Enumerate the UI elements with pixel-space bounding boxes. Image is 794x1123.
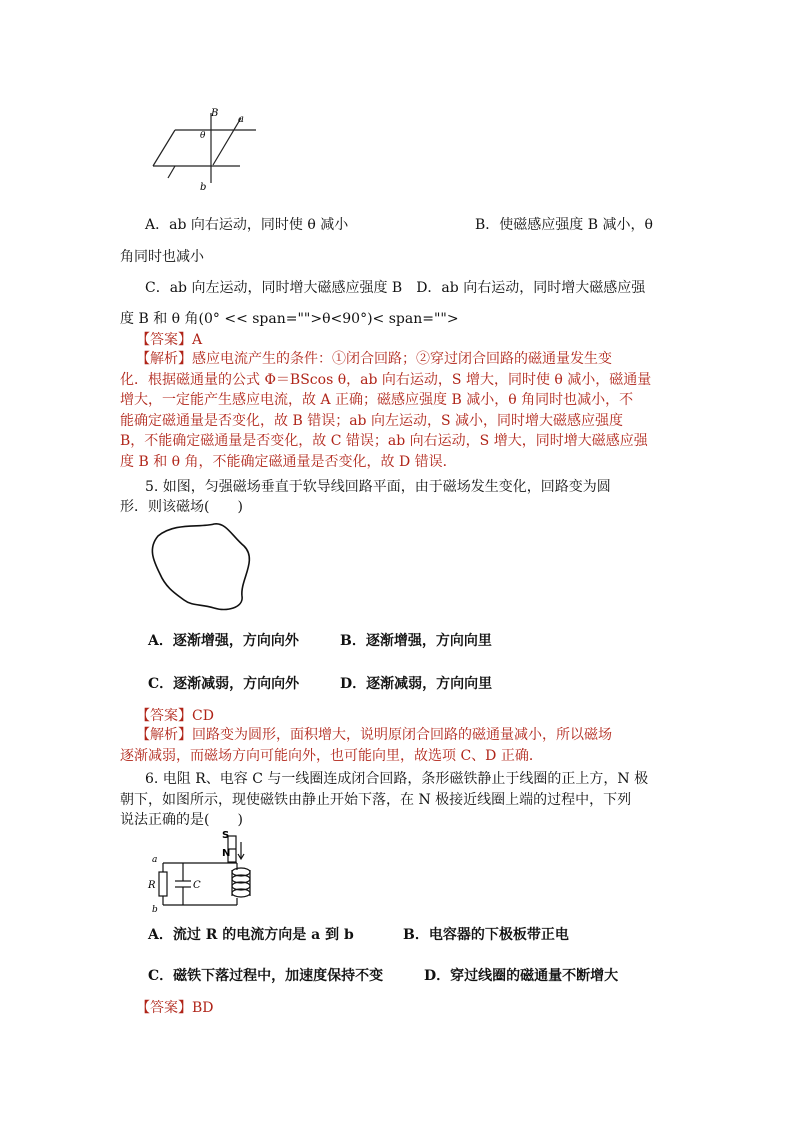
q4-label-B: B	[211, 108, 219, 119]
q6-answer: 【答案】BD	[136, 1000, 214, 1016]
q6-stem-line1: 6. 电阻 R、电容 C 与一线圈连成闭合回路，条形磁铁静止于线圈的正上方，N 极	[145, 771, 649, 787]
q5-answer: 【答案】CD	[136, 708, 214, 724]
q5-analysis-line: 【解析】回路变为圆形，面积增大，说明原闭合回路的磁通量减小，所以磁场	[136, 727, 612, 743]
q5-option-d: D．逐渐减弱，方向向里	[340, 676, 493, 692]
q4-analysis-line: 化．根据磁通量的公式 Φ＝BScos θ，ab 向右运动，S 增大，同时使 θ 减小，磁通量	[120, 371, 652, 388]
q6-option-b: B．电容器的下极板带正电	[403, 927, 569, 943]
q4-analysis-line: 增大，一定能产生感应电流，故 A 正确；磁感应强度 B 减小，θ 角同时也减小，不	[120, 392, 634, 408]
q4-analysis-line: 能确定磁通量是否变化，故 B 错误；ab 向左运动，S 减小，同时增大磁感应强度	[120, 412, 623, 429]
q5-option-b: B．逐渐增强，方向向里	[340, 633, 492, 649]
q4-label-a: a	[238, 114, 244, 125]
q6-option-c: C．磁铁下落过程中，加速度保持不变	[148, 968, 384, 984]
q6-label-a: a	[152, 855, 158, 865]
q4-option-b: B．使磁感应强度 B 减小，θ	[475, 217, 653, 233]
q4-analysis-line: B，不能确定磁通量是否变化，故 C 错误；ab 向右运动，S 增大，同时增大磁感应强	[120, 433, 648, 449]
q5-analysis-line: 逐渐减弱，而磁场方向可能向外，也可能向里，故选项 C、D 正确．	[120, 747, 543, 764]
q4-label-b: b	[200, 182, 207, 193]
q6-label-b: b	[152, 905, 158, 915]
q5-option-c: C．逐渐减弱，方向向外	[148, 676, 300, 692]
q5-analysis	[120, 725, 668, 766]
q4-analysis	[120, 349, 668, 472]
q4-option-b-cont: 角同时也减小	[120, 249, 204, 265]
q5-option-a: A．逐渐增强，方向向外	[148, 633, 299, 649]
q5-stem-line1: 5. 如图，匀强磁场垂直于软导线回路平面，由于磁场发生变化，回路变为圆	[145, 479, 611, 495]
q4-analysis-line: 【解析】感应电流产生的条件：①闭合回路；②穿过闭合回路的磁通量发生变	[136, 351, 612, 367]
q6-option-a: A．流过 R 的电流方向是 a 到 b	[148, 927, 354, 943]
q4-option-cd: C．ab 向左运动，同时增大磁感应强度 B D．ab 向右运动，同时增大磁感应强	[145, 280, 646, 296]
q6-option-d: D．穿过线圈的磁通量不断增大	[424, 968, 619, 984]
q4-label-theta: θ	[200, 131, 206, 141]
q6-stem-line2: 朝下，如图所示，现使磁铁由静止开始下落，在 N 极接近线圈上端的过程中，下列	[120, 792, 632, 808]
q4-analysis-line: 度 B 和 θ 角，不能确定磁通量是否变化，故 D 错误．	[120, 453, 457, 470]
q5-stem-line2: 形．则该磁场( )	[120, 499, 243, 515]
q4-option-d-cont: 度 B 和 θ 角(0° << span="">θ<90°)< span="">	[120, 311, 459, 327]
q4-answer: 【答案】A	[136, 332, 203, 348]
q6-label-C: C	[193, 880, 201, 891]
q6-label-N: N	[222, 848, 231, 859]
q4-option-a: A．ab 向右运动，同时使 θ 减小	[145, 217, 349, 233]
q6-label-S: S	[222, 830, 230, 841]
q6-label-R: R	[148, 880, 156, 891]
q6-stem-line3: 说法正确的是( )	[120, 812, 243, 828]
